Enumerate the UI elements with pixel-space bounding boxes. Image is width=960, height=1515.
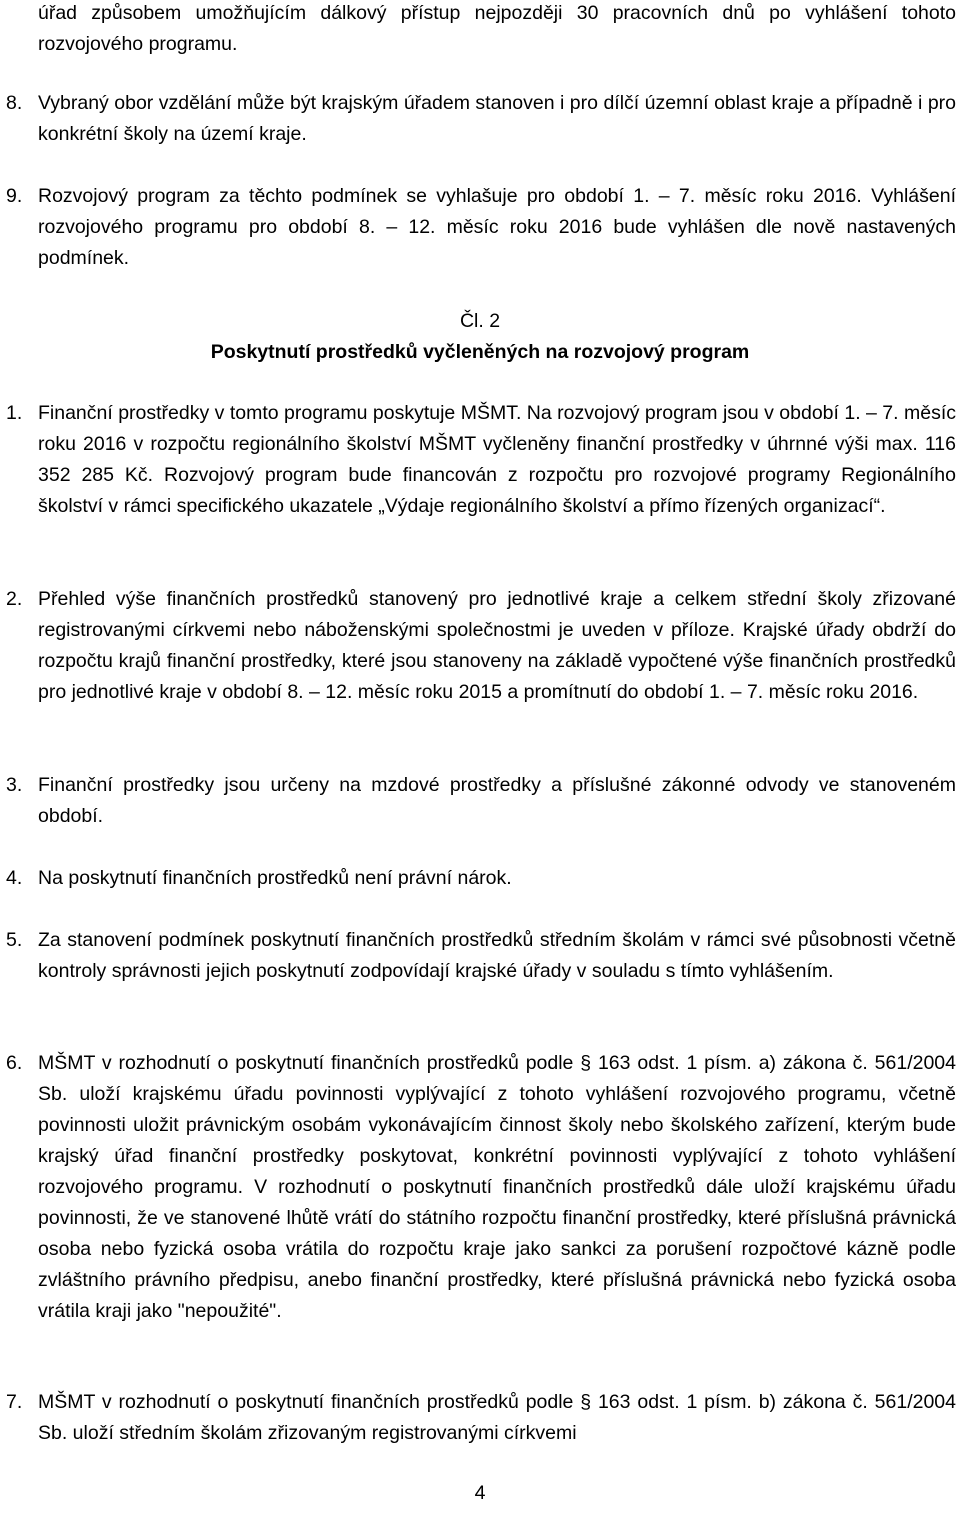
list-item-number: 1. (6, 402, 23, 424)
list-item-2 (6, 584, 956, 708)
list-item-text: Za stanovení podmínek poskytnutí finančních prostředků středním školám v rámci své působnosti včetně kontroly správnosti jejich poskytnutí zodpovídají krajské úřady v souladu s tímto vyhlášením. (38, 929, 956, 982)
list-item-number: 6. (6, 1052, 23, 1074)
list-item-7 (6, 1387, 956, 1449)
list-item-4 (6, 863, 956, 894)
page-number: 4 (474, 1482, 486, 1504)
list-item-number: 7. (6, 1391, 23, 1413)
list-item-number: 3. (6, 774, 23, 796)
list-item-text: MŠMT v rozhodnutí o poskytnutí finančních prostředků podle § 163 odst. 1 písm. a) zákona č. 561/2004 Sb. uloží krajskému úřadu povinnosti vyplývající z tohoto vyhlášení rozvojového programu, včetně povinnosti uložit právnickým osobám vykonávajícím činnost školy nebo školského zařízení, kterým bude krajský úřad finanční prostředky poskytovat, konkrétní povinnosti vyplývající z tohoto vyhlášení rozvojového programu. V rozhodnutí o poskytnutí finančních prostředků dále uloží krajskému úřadu povinnosti, že ve stanovené lhůtě vrátí do státního rozpočtu finanční prostředky, které příslušná právnická osoba nebo fyzická osoba vrátila do rozpočtu kraje jako sankci za porušení rozpočtové kázně podle zvláštního právního předpisu, anebo finanční prostředky, které příslušná právnická nebo fyzická osoba vrátila kraji jako "nepoužité". (38, 1052, 956, 1322)
list-item-number: 2. (6, 588, 23, 610)
list-item-number: 8. (6, 92, 23, 114)
list-item-text: Finanční prostředky jsou určeny na mzdové prostředky a příslušné zákonné odvody ve stanoveném období. (38, 774, 956, 827)
list-item-text: Rozvojový program za těchto podmínek se vyhlašuje pro období 1. – 7. měsíc roku 2016. Vyhlášení rozvojového programu pro období 8. – 12. měsíc roku 2016 bude vyhlášen dle nově nastavených podmínek. (38, 185, 956, 269)
article-number: Čl. 2 (459, 310, 501, 332)
list-item-number: 5. (6, 929, 23, 951)
article-title: Poskytnutí prostředků vyčleněných na rozvojový program (210, 341, 750, 363)
list-item-text: Finanční prostředky v tomto programu poskytuje MŠMT. Na rozvojový program jsou v období 1. – 7. měsíc roku 2016 v rozpočtu regionálního školství MŠMT vyčleněny finanční prostředky v úhrnné výši max. 116 352 285 Kč. Rozvojový program bude financován z rozpočtu pro rozvojové programy Regionálního školství v rámci specifického ukazatele „Výdaje regionálního školství a přímo řízených organizací“. (38, 402, 956, 517)
intro-continuation-text: úřad způsobem umožňujícím dálkový přístup nejpozději 30 pracovních dnů po vyhlášení tohoto rozvojového programu. (38, 2, 956, 55)
list-item-text: Vybraný obor vzdělání může být krajským úřadem stanoven i pro dílčí územní oblast kraje a případně i pro konkrétní školy na území kraje. (38, 92, 956, 145)
list-item-9 (6, 181, 956, 274)
list-item-number: 9. (6, 185, 23, 207)
list-item-5 (6, 925, 956, 987)
intro-continuation (38, 0, 956, 60)
list-item-6 (6, 1048, 956, 1327)
list-item-1 (6, 398, 956, 522)
list-item-text: MŠMT v rozhodnutí o poskytnutí finančních prostředků podle § 163 odst. 1 písm. b) zákona č. 561/2004 Sb. uloží středním školám zřizovaným registrovanými církvemi (38, 1391, 956, 1444)
list-item-8 (6, 88, 956, 150)
list-item-text: Přehled výše finančních prostředků stanovený pro jednotlivé kraje a celkem střední školy zřizované registrovanými církvemi nebo náboženskými společnostmi je uveden v příloze. Krajské úřady obdrží do rozpočtu krajů finanční prostředky, které jsou stanoveny na základě vypočtené výše finančních prostředků pro jednotlivé kraje v období 8. – 12. měsíc roku 2015 a promítnutí do období 1. – 7. měsíc roku 2016. (38, 588, 956, 703)
list-item-3 (6, 770, 956, 832)
list-item-text: Na poskytnutí finančních prostředků není právní nárok. (38, 867, 512, 889)
list-item-number: 4. (6, 867, 23, 889)
